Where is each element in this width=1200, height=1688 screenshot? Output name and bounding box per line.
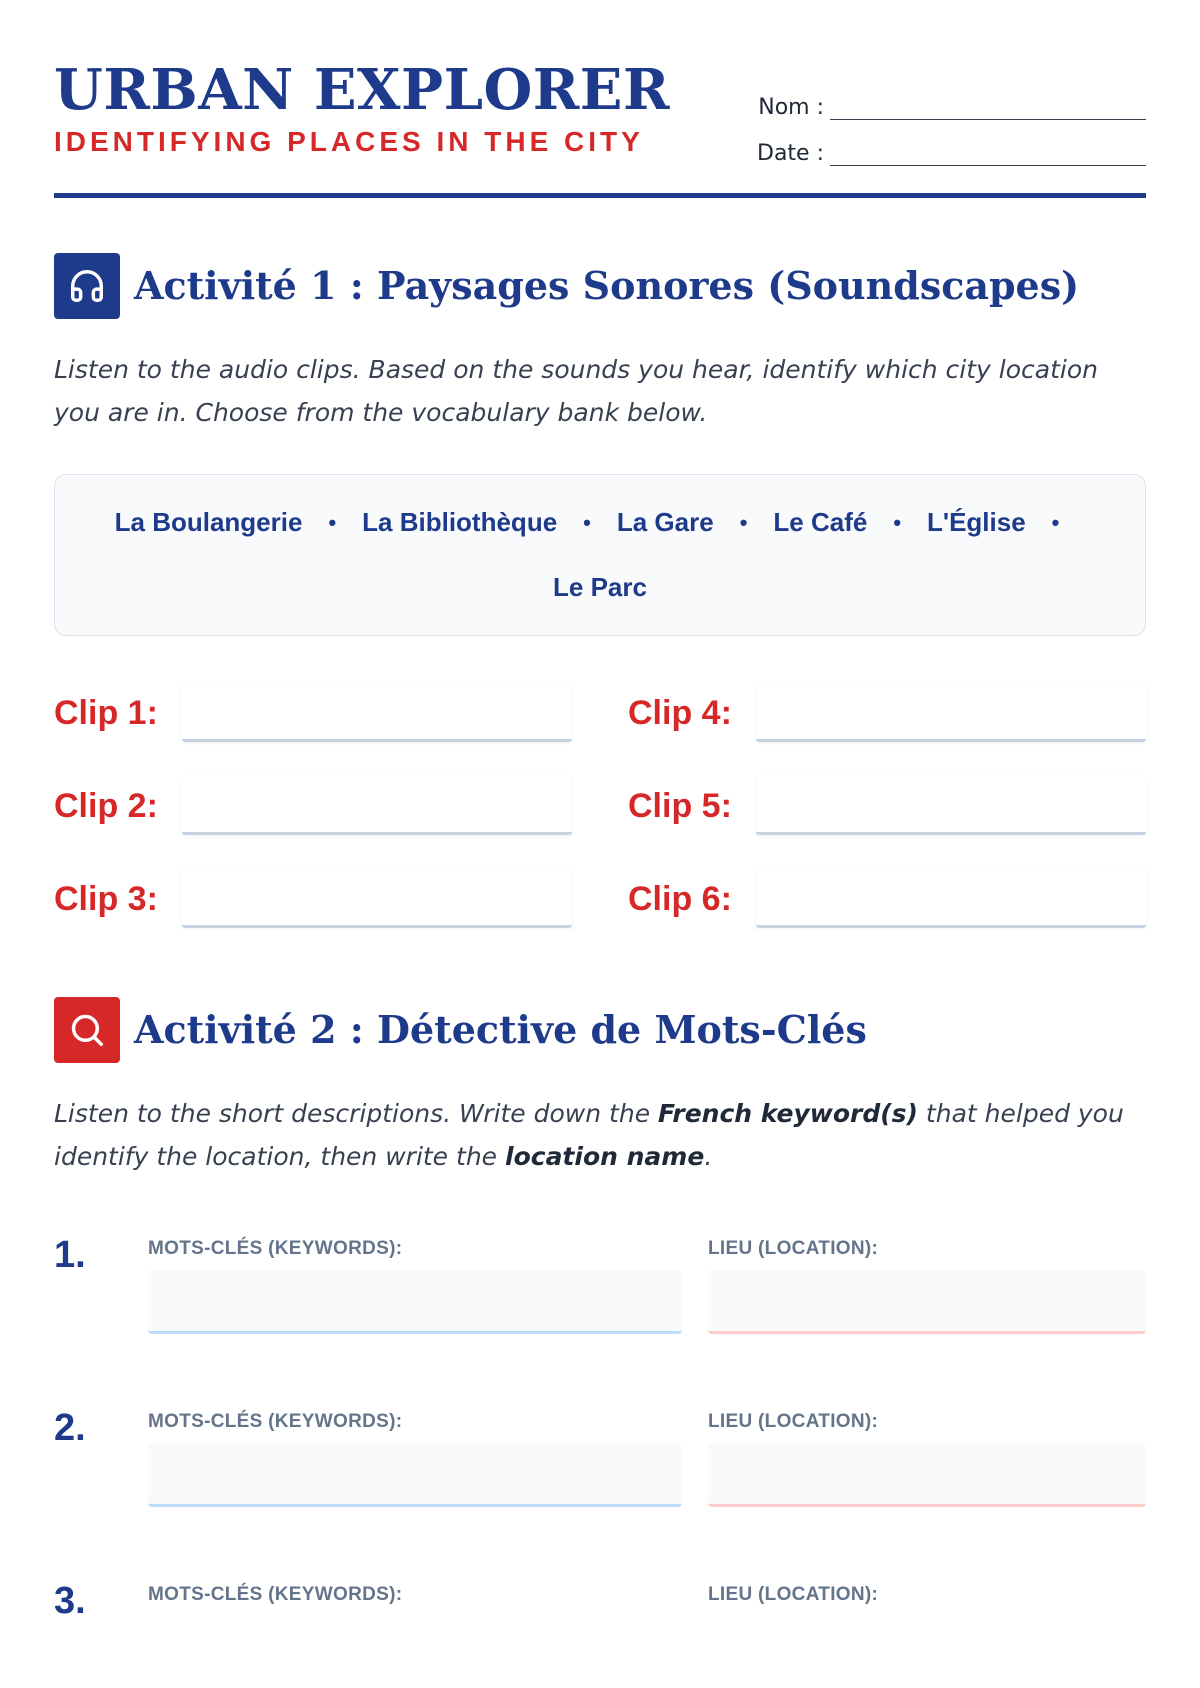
instructions-emphasis: French keyword(s) [658,1099,918,1128]
vocab-item: La Boulangerie [114,507,303,537]
location-label: LIEU (LOCATION): [708,1584,879,1605]
activity1-heading [54,253,1079,319]
instructions-emphasis: location name [505,1142,705,1171]
keywords-label: MOTS-CLÉS (KEYWORDS): [148,1238,403,1259]
keywords-label: MOTS-CLÉS (KEYWORDS): [148,1411,403,1432]
clip-row [628,682,1146,746]
nom-line [754,90,1146,120]
vocab-item: Le Café [773,507,868,537]
activity1-title: Activité 1 : Paysages Sonores (Soundscapes) [134,263,1080,308]
clip-row [54,868,574,932]
location-label: LIEU (LOCATION): [708,1411,879,1432]
date-input-line[interactable] [830,147,1146,166]
clip-row [54,682,574,746]
date-line [754,136,1146,166]
clip-label: Clip 6: [628,880,732,918]
vocab-separator: • [328,509,337,535]
vocabulary-bank [54,474,1146,636]
activity1-instructions: Listen to the audio clips. Based on the sounds you hear, identify which city location you are in. Choose from the vocabulary bank below. [54,355,1098,427]
keywords-label: MOTS-CLÉS (KEYWORDS): [148,1584,403,1605]
clip-row [628,775,1146,839]
clip-1-answer-field[interactable] [182,682,572,742]
clip-label: Clip 3: [54,880,158,918]
clip-label: Clip 1: [54,694,158,732]
vocab-separator: • [893,509,902,535]
keyword-row [54,1395,1146,1515]
vocab-item: L'Église [927,507,1026,537]
worksheet-title: URBAN EXPLORER [54,57,670,123]
instructions-text: . [704,1142,713,1171]
keyword-row [54,1568,1146,1688]
vocab-item: La Gare [616,507,714,537]
location-field[interactable] [708,1270,1146,1334]
vocab-row [55,507,1145,538]
headphones-icon [54,253,120,319]
clip-label: Clip 2: [54,787,158,825]
vocab-separator: • [583,509,591,535]
clip-label: Clip 5: [628,787,732,825]
clip-row [54,775,574,839]
date-label: Date : [757,141,824,166]
activity2-title: Activité 2 : Détective de Mots-Clés [134,1007,867,1052]
vocab-separator: • [1051,509,1060,535]
location-field[interactable] [708,1443,1146,1507]
clip-3-answer-field[interactable] [182,868,572,928]
instructions-text: that helped you identify the location, then write the [54,1099,1124,1171]
clip-5-answer-field[interactable] [756,775,1146,835]
vocab-item: Le Parc [553,572,647,602]
header-divider [54,193,1146,198]
location-label: LIEU (LOCATION): [708,1238,879,1259]
search-icon [54,997,120,1063]
activity2-heading [54,997,867,1063]
worksheet-subtitle: IDENTIFYING PLACES IN THE CITY [54,126,644,157]
clip-4-answer-field[interactable] [756,682,1146,742]
clip-6-answer-field[interactable] [756,868,1146,928]
nom-label: Nom : [758,95,824,120]
keywords-field[interactable] [148,1443,682,1507]
clip-2-answer-field[interactable] [182,775,572,835]
item-number: 2. [54,1407,86,1449]
item-number: 3. [54,1580,86,1622]
instructions-text: Listen to the short descriptions. Write down the [54,1099,659,1128]
worksheet-page [54,0,1146,1622]
nom-input-line[interactable] [830,101,1146,120]
vocab-row [55,572,1145,603]
vocab-item: La Bibliothèque [362,507,558,537]
clip-label: Clip 4: [628,694,732,732]
clip-row [628,868,1146,932]
activity2-instructions [54,1092,1146,1178]
keywords-field[interactable] [148,1270,682,1334]
vocab-separator: • [739,509,748,535]
item-number: 1. [54,1234,86,1276]
worksheet-header [54,0,1146,200]
keyword-row [54,1222,1146,1342]
